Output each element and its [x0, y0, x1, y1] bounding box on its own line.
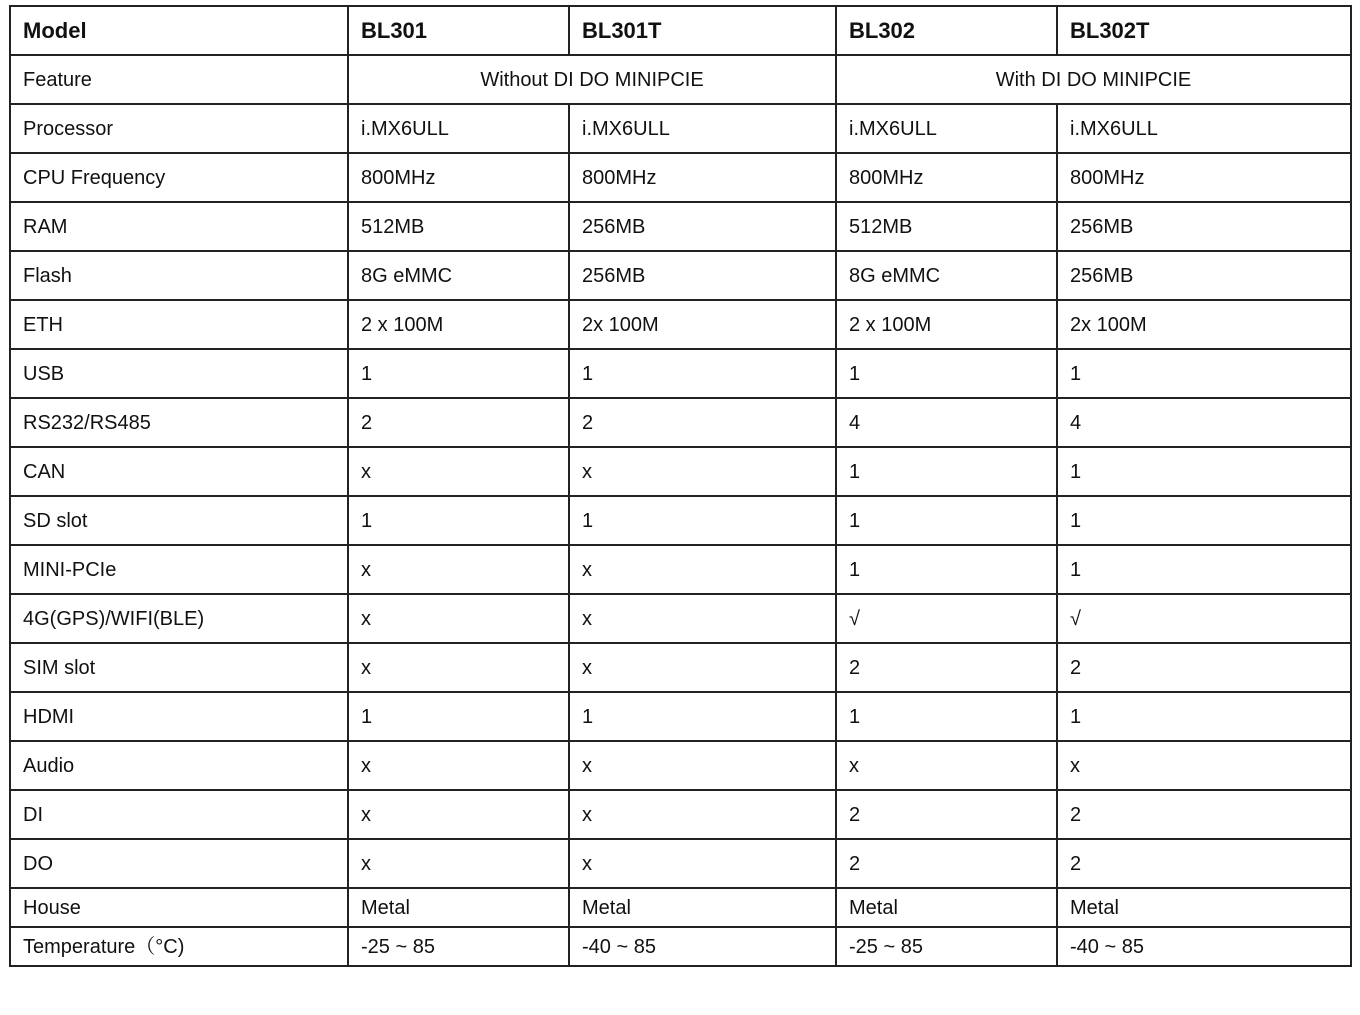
table-cell: √	[1057, 594, 1351, 643]
row-label: DO	[10, 839, 348, 888]
table-cell: -25 ~ 85	[348, 927, 569, 966]
table-cell: 2	[1057, 790, 1351, 839]
table-cell: 1	[1057, 692, 1351, 741]
row-label: HDMI	[10, 692, 348, 741]
table-row	[10, 643, 1351, 692]
table-cell: 256MB	[569, 251, 836, 300]
header-model: Model	[10, 6, 348, 55]
table-cell: 2	[348, 398, 569, 447]
table-cell: 1	[348, 692, 569, 741]
header-bl301t: BL301T	[569, 6, 836, 55]
table-cell: 2	[836, 643, 1057, 692]
table-cell: 2 x 100M	[348, 300, 569, 349]
table-row	[10, 447, 1351, 496]
table-cell: 2	[569, 398, 836, 447]
table-cell: 800MHz	[569, 153, 836, 202]
spec-table	[9, 5, 1352, 967]
table-cell: 1	[1057, 545, 1351, 594]
table-row	[10, 741, 1351, 790]
table-cell: x	[569, 594, 836, 643]
table-cell: 2	[836, 790, 1057, 839]
table-cell: 1	[836, 496, 1057, 545]
table-cell: 2x 100M	[569, 300, 836, 349]
table-row	[10, 790, 1351, 839]
table-cell: 1	[836, 545, 1057, 594]
row-label: SD slot	[10, 496, 348, 545]
table-cell: 800MHz	[1057, 153, 1351, 202]
table-cell: x	[569, 790, 836, 839]
table-cell: x	[348, 741, 569, 790]
table-cell: x	[348, 643, 569, 692]
table-cell: x	[569, 545, 836, 594]
table-row	[10, 545, 1351, 594]
table-cell: Metal	[569, 888, 836, 927]
table-cell: 1	[569, 349, 836, 398]
table-row	[10, 349, 1351, 398]
row-label: Flash	[10, 251, 348, 300]
table-row	[10, 594, 1351, 643]
table-cell: √	[836, 594, 1057, 643]
table-cell: 2	[836, 839, 1057, 888]
table-cell: 2x 100M	[1057, 300, 1351, 349]
table-row	[10, 398, 1351, 447]
table-cell: 1	[348, 349, 569, 398]
feature-row	[10, 55, 1351, 104]
table-cell: x	[569, 741, 836, 790]
feature-label: Feature	[10, 55, 348, 104]
row-label: House	[10, 888, 348, 927]
table-cell: x	[1057, 741, 1351, 790]
row-label: RS232/RS485	[10, 398, 348, 447]
header-row	[10, 6, 1351, 55]
table-cell: 2	[1057, 643, 1351, 692]
header-bl302t: BL302T	[1057, 6, 1351, 55]
table-cell: Metal	[1057, 888, 1351, 927]
table-cell: 1	[1057, 447, 1351, 496]
table-row	[10, 300, 1351, 349]
table-row	[10, 153, 1351, 202]
table-row	[10, 202, 1351, 251]
table-cell: 4	[1057, 398, 1351, 447]
feature-group-with: With DI DO MINIPCIE	[836, 55, 1351, 104]
row-label: RAM	[10, 202, 348, 251]
table-cell: 256MB	[1057, 202, 1351, 251]
table-row	[10, 251, 1351, 300]
row-label: Processor	[10, 104, 348, 153]
row-label: 4G(GPS)/WIFI(BLE)	[10, 594, 348, 643]
table-row	[10, 839, 1351, 888]
table-cell: Metal	[348, 888, 569, 927]
table-cell: i.MX6ULL	[836, 104, 1057, 153]
table-cell: 1	[348, 496, 569, 545]
table-cell: Metal	[836, 888, 1057, 927]
table-cell: 1	[569, 692, 836, 741]
table-cell: x	[348, 447, 569, 496]
row-label: Temperature（°C)	[10, 927, 348, 966]
table-cell: x	[348, 594, 569, 643]
table-cell: -40 ~ 85	[1057, 927, 1351, 966]
row-label: ETH	[10, 300, 348, 349]
table-row	[10, 692, 1351, 741]
table-cell: 1	[569, 496, 836, 545]
table-cell: x	[836, 741, 1057, 790]
table-cell: i.MX6ULL	[569, 104, 836, 153]
table-cell: x	[348, 839, 569, 888]
row-label: CPU Frequency	[10, 153, 348, 202]
table-cell: 2 x 100M	[836, 300, 1057, 349]
table-cell: 8G eMMC	[836, 251, 1057, 300]
table-cell: 1	[836, 447, 1057, 496]
table-cell: x	[569, 447, 836, 496]
table-cell: 1	[836, 692, 1057, 741]
row-label: Audio	[10, 741, 348, 790]
table-cell: 512MB	[836, 202, 1057, 251]
row-label: SIM slot	[10, 643, 348, 692]
table-cell: 256MB	[569, 202, 836, 251]
table-cell: -25 ~ 85	[836, 927, 1057, 966]
row-label: MINI-PCIe	[10, 545, 348, 594]
table-cell: i.MX6ULL	[348, 104, 569, 153]
table-cell: 800MHz	[348, 153, 569, 202]
table-cell: x	[348, 545, 569, 594]
table-cell: 256MB	[1057, 251, 1351, 300]
table-cell: x	[569, 839, 836, 888]
table-cell: 512MB	[348, 202, 569, 251]
header-bl302: BL302	[836, 6, 1057, 55]
table-cell: -40 ~ 85	[569, 927, 836, 966]
table-cell: 1	[1057, 496, 1351, 545]
table-cell: 2	[1057, 839, 1351, 888]
table-cell: x	[569, 643, 836, 692]
table-row	[10, 104, 1351, 153]
table-cell: 800MHz	[836, 153, 1057, 202]
table-cell: 1	[1057, 349, 1351, 398]
table-cell: i.MX6ULL	[1057, 104, 1351, 153]
header-bl301: BL301	[348, 6, 569, 55]
table-row	[10, 888, 1351, 927]
table-row	[10, 496, 1351, 545]
row-label: USB	[10, 349, 348, 398]
row-label: CAN	[10, 447, 348, 496]
table-row	[10, 927, 1351, 966]
table-cell: x	[348, 790, 569, 839]
table-cell: 4	[836, 398, 1057, 447]
row-label: DI	[10, 790, 348, 839]
table-cell: 8G eMMC	[348, 251, 569, 300]
table-cell: 1	[836, 349, 1057, 398]
feature-group-without: Without DI DO MINIPCIE	[348, 55, 836, 104]
